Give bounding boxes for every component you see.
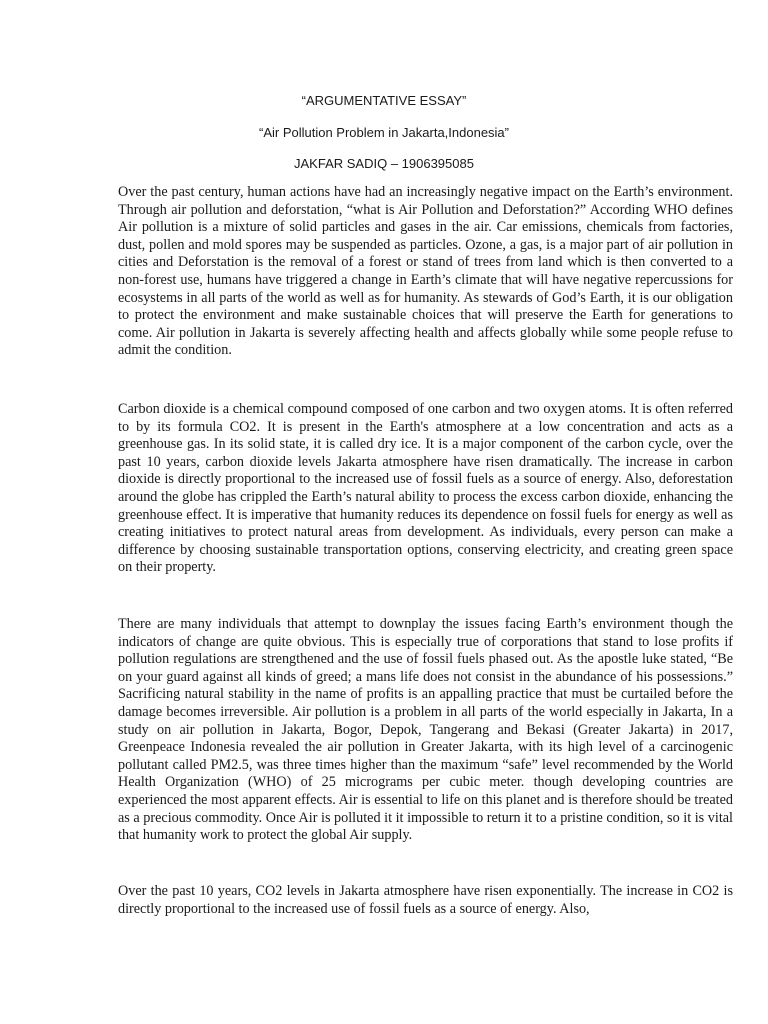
- paragraph-downplay-issues: There are many individuals that attempt to downplay the issues facing Earth’s environment though the indicators of change are quite obvious. This is especially true of corporations that stand to lose profits if pollution regulations are strengthened and the use of fossil fuels phased out. As the apostle luke stated, “Be on your guard against all kinds of greed; a mans life does not consist in the abundance of his possessions.” Sacrificing natural stability in the name of profits is an appalling practice that must be curtailed before the damage becomes irreversible. Air pollution is a problem in all parts of the world especially in Jakarta, In a study on air pollution in Jakarta, Bogor, Depok, Tangerang and Bekasi (Greater Jakarta) in 2017, Greenpeace Indonesia revealed the air pollution in Greater Jakarta, with its high level of a carcinogenic pollutant called PM2.5, was three times higher than the maximum “safe” level recommended by the World Health Organization (WHO) of 25 micrograms per cubic meter. though developing countries are experienced the most apparent effects. Air is essential to life on this planet and is therefore should be treated as a precious commodity. Once Air is polluted it it impossible to return it to a pristine condition, so it is vital that humanity work to protect the global Air supply.: [118, 616, 733, 844]
- essay-type-heading: “ARGUMENTATIVE ESSAY”: [301, 93, 467, 108]
- author-line: JAKFAR SADIQ – 1906395085: [294, 156, 474, 171]
- essay-title-heading: “Air Pollution Problem in Jakarta,Indonesia”: [258, 125, 509, 140]
- paragraph-carbon-dioxide: Carbon dioxide is a chemical compound composed of one carbon and two oxygen atoms. It is often referred to by its formula CO2. It is present in the Earth's atmosphere at a low concentration and acts as a greenhouse gas. In its solid state, it is called dry ice. It is a major component of the carbon cycle, over the past 10 years, carbon dioxide levels Jakarta atmosphere have risen dramatically. The increase in carbon dioxide is directly proportional to the increased use of fossil fuels as a source of energy. Also, deforestation around the globe has crippled the Earth’s natural ability to process the excess carbon dioxide, enhancing the greenhouse effect. It is imperative that humanity reduces its dependence on fossil fuels for energy as well as creating initiatives to protect natural areas from development. As individuals, every person can make a difference by choosing sustainable transportation options, conserving electricity, and creating green space on their property.: [118, 401, 733, 576]
- paragraph-co2-levels: Over the past 10 years, CO2 levels in Jakarta atmosphere have risen exponentially. The increase in CO2 is directly proportional to the increased use of fossil fuels as a source of energy. Also,: [118, 883, 733, 917]
- paragraph-intro: Over the past century, human actions have had an increasingly negative impact on the Earth’s environment. Through air pollution and deforstation, “what is Air Pollution and Deforstation?” According WHO defines Air pollution is a mixture of solid particles and gases in the air. Car emissions, chemicals from factories, dust, pollen and mold spores may be suspended as particles. Ozone, a gas, is a major part of air pollution in cities and Deforstation is the removal of a forest or stand of trees from land which is then converted to a non-forest use, humans have triggered a change in Earth’s climate that will have negative repercussions for ecosystems in all parts of the world as well as for humanity. As stewards of God’s Earth, it is our obligation to protect the environment and make sustainable choices that will preserve the Earth for generations to come. Air pollution in Jakarta is severely affecting health and affects globally while some people refuse to admit the condition.: [118, 184, 733, 359]
